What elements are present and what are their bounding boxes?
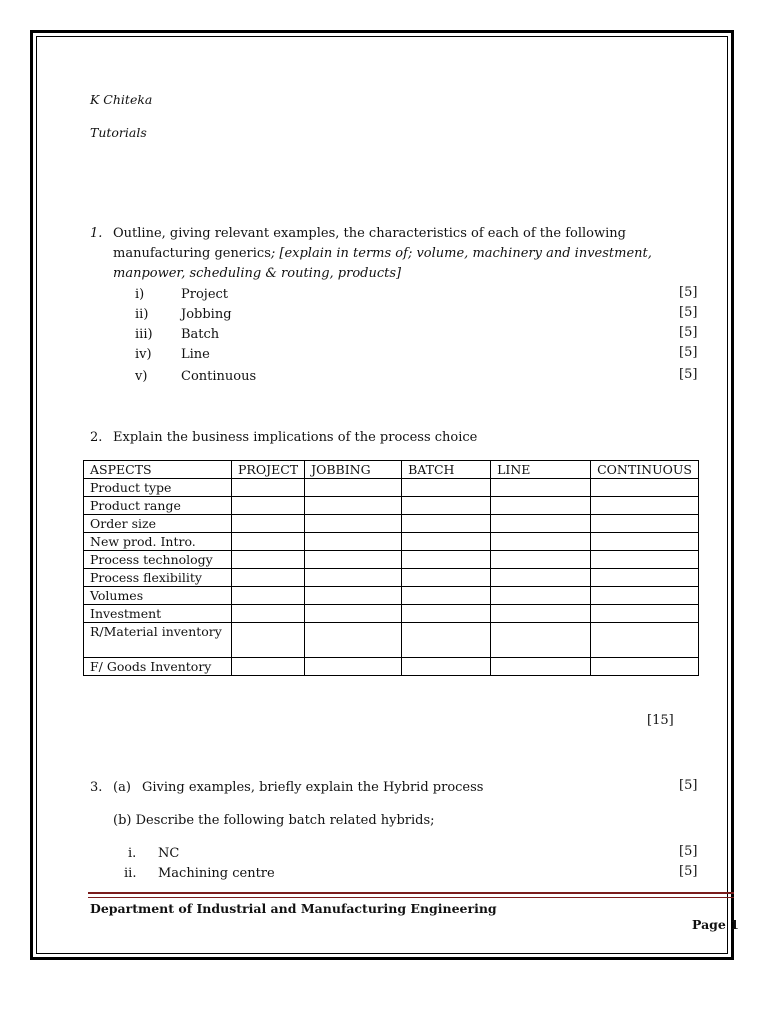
- q1-item-label: Batch: [181, 327, 220, 342]
- table-header-cell: PROJECT: [232, 461, 305, 479]
- q2-number: 2.: [90, 430, 103, 445]
- q3-item-mark: [5]: [679, 864, 698, 879]
- table-row-label: Order size: [84, 515, 232, 533]
- q3-item-mark: [5]: [679, 844, 698, 859]
- q1-item-mark: [5]: [679, 305, 698, 320]
- table-header-cell: CONTINUOUS: [591, 461, 699, 479]
- table-header-row: [84, 461, 699, 479]
- q3-item-numeral: ii.: [124, 866, 137, 881]
- q1-item-numeral: i): [135, 287, 145, 302]
- table-row: [84, 605, 699, 623]
- table-header-cell: BATCH: [402, 461, 491, 479]
- q2-text: Explain the business implications of the process choice: [113, 430, 478, 445]
- table-row: [84, 479, 699, 497]
- q1-item-numeral: v): [135, 369, 148, 384]
- table-row: [84, 623, 699, 658]
- q1-text-plain: Outline, giving relevant examples, the characteristics of each of the following manufacturing generics: [113, 226, 626, 261]
- q1-text: [113, 224, 713, 284]
- table-row-label: Process flexibility: [84, 569, 232, 587]
- q1-item-label: Project: [181, 287, 229, 302]
- q1-item-numeral: ii): [135, 307, 149, 322]
- q1-item-label: Jobbing: [181, 307, 232, 322]
- q1-item-mark: [5]: [679, 345, 698, 360]
- footer-rule-thick: [88, 892, 734, 894]
- q3-item-numeral: i.: [128, 846, 137, 861]
- q3-number: 3.: [90, 780, 103, 795]
- q3-part-a-mark: [5]: [679, 778, 698, 793]
- q1-item-numeral: iv): [135, 347, 152, 362]
- q3-part-a-label: (a): [113, 780, 131, 795]
- table-row-label: Investment: [84, 605, 232, 623]
- process-aspects-table: [83, 460, 699, 676]
- q1-item-numeral: iii): [135, 327, 153, 342]
- q1-text-italic: ; [explain in terms of; volume, machinery and investment, manpower, scheduling & routing, products]: [113, 246, 652, 281]
- q1-item-label: Line: [181, 347, 210, 362]
- q3-item-label: NC: [158, 846, 180, 861]
- document-subtitle: Tutorials: [90, 125, 147, 140]
- q3-part-b-text: (b) Describe the following batch related hybrids;: [113, 813, 435, 828]
- footer-department: Department of Industrial and Manufacturing Engineering: [90, 901, 497, 916]
- table-row: [84, 569, 699, 587]
- table-row: [84, 515, 699, 533]
- table-row-label: New prod. Intro.: [84, 533, 232, 551]
- table-row-label: Product range: [84, 497, 232, 515]
- table-row-label: F/ Goods Inventory: [84, 658, 232, 676]
- q3-item-label: Machining centre: [158, 866, 275, 881]
- q1-number: 1.: [90, 226, 103, 241]
- table-row: [84, 551, 699, 569]
- table-header-cell: LINE: [491, 461, 591, 479]
- table-row: [84, 533, 699, 551]
- q1-item-mark: [5]: [679, 367, 698, 382]
- table-header-cell: JOBBING: [305, 461, 402, 479]
- q2-mark: [15]: [647, 713, 674, 728]
- page-number: Page 1: [692, 917, 739, 932]
- table-row-label: Volumes: [84, 587, 232, 605]
- author-name: K Chiteka: [90, 92, 153, 107]
- q1-item-mark: [5]: [679, 325, 698, 340]
- q1-item-mark: [5]: [679, 285, 698, 300]
- table-row-label: R/Material inventory: [84, 623, 232, 658]
- table-row-label: Process technology: [84, 551, 232, 569]
- table-row: [84, 497, 699, 515]
- table-header-cell: ASPECTS: [84, 461, 232, 479]
- table-row-label: Product type: [84, 479, 232, 497]
- q1-item-label: Continuous: [181, 369, 257, 384]
- q3-part-a-text: Giving examples, briefly explain the Hybrid process: [142, 780, 484, 795]
- table-row: [84, 587, 699, 605]
- table-row: [84, 658, 699, 676]
- footer-rule-thin: [88, 897, 734, 898]
